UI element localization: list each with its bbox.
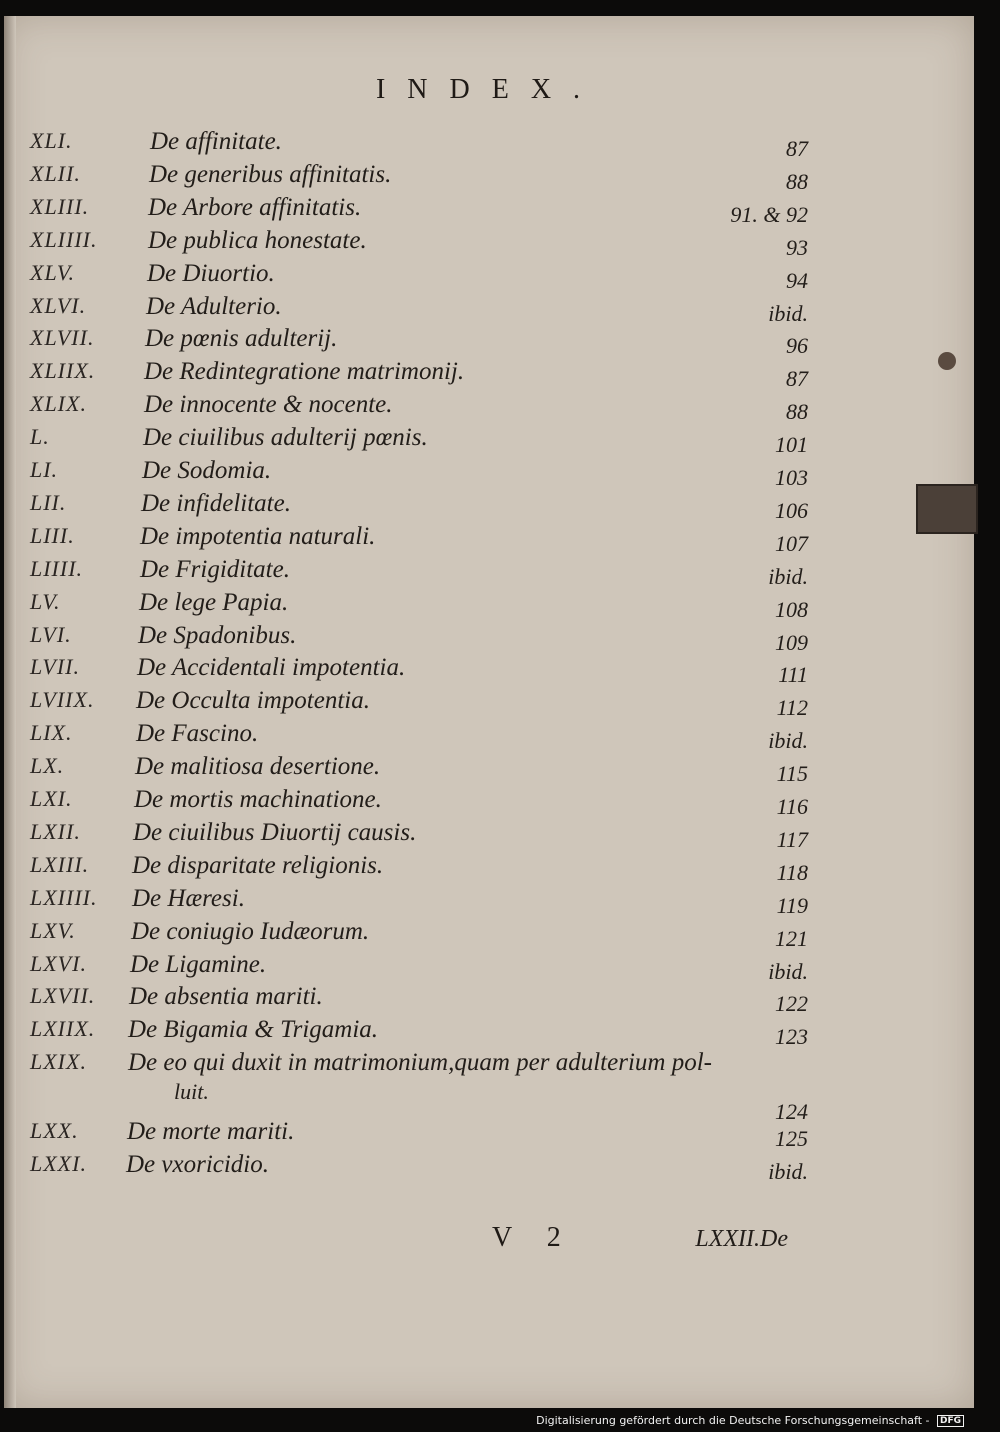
entry-number: LVII.	[30, 654, 81, 680]
entry-page-number: 103	[775, 465, 808, 490]
entry-page-number: ibid.	[768, 728, 808, 754]
index-entry	[4, 161, 974, 195]
entry-number: LVIIX.	[30, 687, 95, 713]
entry-title: De Spadonibus.	[138, 621, 297, 649]
catchword: LXXII.De	[695, 1226, 788, 1252]
dfg-logo-icon: DFG	[937, 1415, 964, 1427]
entry-title: De coniugio Iudæorum.	[131, 917, 370, 945]
index-entry	[4, 457, 974, 491]
entry-title: De Frigiditate.	[140, 555, 290, 583]
entry-title: De infidelitate.	[141, 489, 291, 517]
entry-page-number: 101	[775, 432, 808, 458]
entry-number: LXVI.	[30, 950, 87, 976]
entry-title: De Hæresi.	[132, 884, 245, 912]
index-entry	[4, 358, 974, 392]
index-entry	[4, 885, 974, 919]
entry-number: XLV.	[30, 259, 75, 285]
entry-number: XLII.	[30, 160, 81, 186]
entry-number: XLIIX.	[30, 358, 96, 384]
entry-title: De lege Papia.	[139, 588, 289, 616]
entry-title: De mortis machinatione.	[134, 786, 382, 813]
entry-page-number: 111	[778, 662, 808, 688]
entry-number: LX.	[30, 753, 65, 779]
entry-title: De Bigamia & Trigamia.	[128, 1016, 379, 1044]
index-entry	[4, 918, 974, 952]
entry-number: LIIII.	[30, 555, 84, 581]
entry-title: De affinitate.	[150, 128, 282, 155]
index-entry	[4, 687, 974, 721]
entry-page-number: ibid.	[768, 1159, 808, 1184]
index-entry	[4, 983, 974, 1017]
entry-number: LXIX.	[30, 1049, 87, 1075]
entry-number: LXI.	[30, 786, 73, 811]
entry-title-continuation: luit.	[174, 1079, 209, 1105]
index-entry	[4, 852, 974, 886]
entry-title: De eo qui duxit in matrimonium,quam per adulterium pol-	[128, 1049, 712, 1077]
entry-page-number: 112	[776, 695, 808, 721]
index-entry	[4, 589, 974, 623]
book-page	[4, 16, 974, 1408]
entry-page-number: 91. & 92	[730, 201, 808, 227]
entry-page-number: 106	[775, 497, 808, 523]
entry-page-number: 121	[775, 925, 808, 951]
entry-title: De ciuilibus adulterij pœnis.	[143, 424, 428, 452]
index-entry	[4, 227, 974, 261]
entry-number: LXVII.	[30, 983, 96, 1009]
entry-page-number: 117	[776, 826, 808, 852]
entry-number: L.	[30, 424, 50, 450]
entry-number: LXX.	[30, 1118, 79, 1144]
entry-title: De vxoricidio.	[126, 1151, 270, 1178]
entry-title: De Diuortio.	[147, 259, 275, 287]
entry-title: De pœnis adulterij.	[145, 325, 338, 353]
index-entry	[4, 951, 974, 985]
entry-title: De innocente & nocente.	[144, 391, 393, 419]
entry-number: LXXI.	[30, 1151, 87, 1176]
entry-page-number: 115	[776, 761, 808, 787]
footer-text: Digitalisierung gefördert durch die Deutsche Forschungsgemeinschaft -	[536, 1414, 930, 1427]
index-entry	[4, 622, 974, 656]
entry-number: LIII.	[30, 522, 75, 548]
entry-title: De generibus affinitatis.	[149, 160, 392, 188]
entry-title: De Redintegratione matrimonij.	[144, 358, 465, 386]
signature-mark: V 2	[492, 1222, 575, 1253]
index-entry	[4, 819, 974, 853]
index-entry	[4, 556, 974, 590]
entry-title: De impotentia naturali.	[140, 522, 376, 550]
entry-title: De Fascino.	[136, 720, 259, 748]
paper-stain	[938, 352, 956, 370]
entry-title: De ciuilibus Diuortij causis.	[133, 818, 417, 846]
entry-page-number: 94	[786, 267, 808, 293]
entry-page-number: 88	[786, 168, 808, 194]
entry-number: LVI.	[30, 621, 72, 647]
entry-number: XLVII.	[30, 325, 95, 351]
footer-credit	[536, 1414, 964, 1427]
index-entry	[4, 490, 974, 524]
entry-page-number: 123	[775, 1024, 808, 1050]
entry-title: De Ligamine.	[130, 950, 267, 978]
index-entry	[4, 786, 974, 820]
index-entry	[4, 753, 974, 787]
index-entry	[4, 325, 974, 359]
entry-number: LXIIII.	[30, 884, 98, 910]
entry-number: XLIIII.	[30, 226, 98, 252]
index-entry	[4, 654, 974, 688]
entry-page-number: 124	[775, 1099, 808, 1125]
entry-page-number: 116	[776, 794, 808, 819]
entry-title: De morte mariti.	[127, 1118, 295, 1146]
entry-title: De publica honestate.	[148, 226, 367, 254]
index-entry	[4, 194, 974, 228]
index-entry	[4, 1151, 974, 1185]
entry-number: LXIII.	[30, 851, 90, 877]
index-entry	[4, 1118, 974, 1152]
entry-number: XLIX.	[30, 391, 87, 417]
index-entry	[4, 260, 974, 294]
page-tab-marker	[916, 484, 978, 534]
index-entry	[4, 128, 974, 162]
entry-number: LII.	[30, 489, 67, 515]
entry-title: De disparitate religionis.	[132, 851, 384, 879]
running-head: INDEX.	[375, 74, 603, 105]
entry-title: De Accidentali impotentia.	[137, 654, 406, 682]
entry-number: LIX.	[30, 720, 73, 746]
entry-page-number: 122	[775, 991, 808, 1017]
entry-number: LXV.	[30, 917, 76, 943]
entry-title: De malitiosa desertione.	[135, 753, 381, 781]
index-entry	[4, 293, 974, 327]
entry-page-number: 88	[786, 399, 808, 425]
entry-page-number: 108	[775, 596, 808, 622]
entry-page-number: 93	[786, 234, 808, 260]
entry-page-number: 119	[776, 892, 808, 918]
entry-title: De Arbore affinitatis.	[148, 193, 362, 221]
entry-page-number: 109	[775, 629, 808, 655]
entry-page-number: 125	[775, 1126, 808, 1152]
entry-page-number: 107	[775, 530, 808, 556]
entry-number: LV.	[30, 588, 61, 614]
entry-page-number: 87	[786, 136, 808, 161]
entry-page-number: ibid.	[768, 563, 808, 589]
index-entry	[4, 720, 974, 754]
entry-number: LI.	[30, 457, 59, 482]
entry-number: LXII.	[30, 818, 81, 844]
entry-title: De Occulta impotentia.	[136, 687, 370, 715]
entry-page-number: ibid.	[768, 300, 808, 326]
index-entry	[4, 424, 974, 458]
entry-number: LXIIX.	[30, 1016, 96, 1042]
entry-title: De absentia mariti.	[129, 983, 323, 1011]
index-entry	[4, 391, 974, 425]
entry-number: XLIII.	[30, 193, 90, 219]
entry-title: De Adulterio.	[146, 292, 282, 320]
index-entry	[4, 1049, 974, 1125]
entry-number: XLI.	[30, 128, 73, 153]
entry-page-number: 118	[776, 859, 808, 885]
entry-title: De Sodomia.	[142, 457, 272, 484]
entry-page-number: 96	[786, 333, 808, 359]
index-entry	[4, 1016, 974, 1050]
index-entry	[4, 523, 974, 557]
entry-page-number: 87	[786, 366, 808, 392]
entry-number: XLVI.	[30, 292, 87, 318]
entry-page-number: ibid.	[768, 958, 808, 984]
